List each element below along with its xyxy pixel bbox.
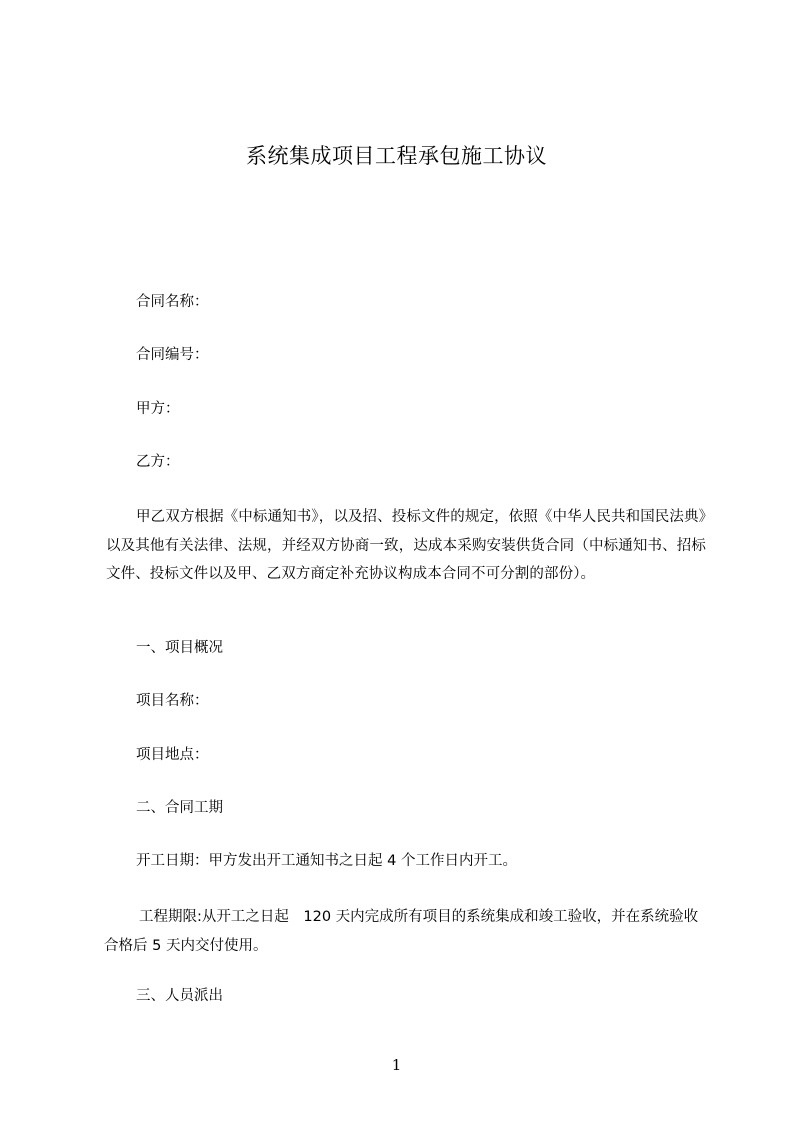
start-date-clause: 开工日期：甲方发出开工通知书之日起 4 个工作日内开工。 — [136, 853, 517, 869]
section-3-heading: 三、人员派出 — [136, 988, 223, 1004]
contract-number-field: 合同编号： — [136, 347, 209, 363]
section-1-heading: 一、项目概况 — [136, 640, 223, 656]
section-2-heading: 二、合同工期 — [136, 800, 223, 816]
page-number: 1 — [391, 1056, 402, 1074]
party-b-field: 乙方： — [136, 454, 180, 470]
document-title: 系统集成项目工程承包施工协议 — [246, 144, 547, 168]
party-a-field: 甲方： — [136, 401, 180, 417]
project-location-field: 项目地点： — [136, 747, 209, 763]
intro-paragraph: 甲乙双方根据《中标通知书》，以及招、投标文件的规定，依照《中华人民共和国民法典》以及其他有关法律、法规，并经双方协商一致，达成本采购安装供货合同（中标通知书、招标文件、投标文件以及甲、乙双方商定补充协议构成本合同不可分割的部份）。 — [106, 509, 706, 583]
duration-clause: 工程期限:从开工之日起 120 天内完成所有项目的系统集成和竣工验收，并在系统验收合格后 5 天内交付使用。 — [104, 909, 699, 954]
project-name-field: 项目名称： — [136, 693, 209, 709]
contract-name-field: 合同名称： — [136, 294, 209, 310]
